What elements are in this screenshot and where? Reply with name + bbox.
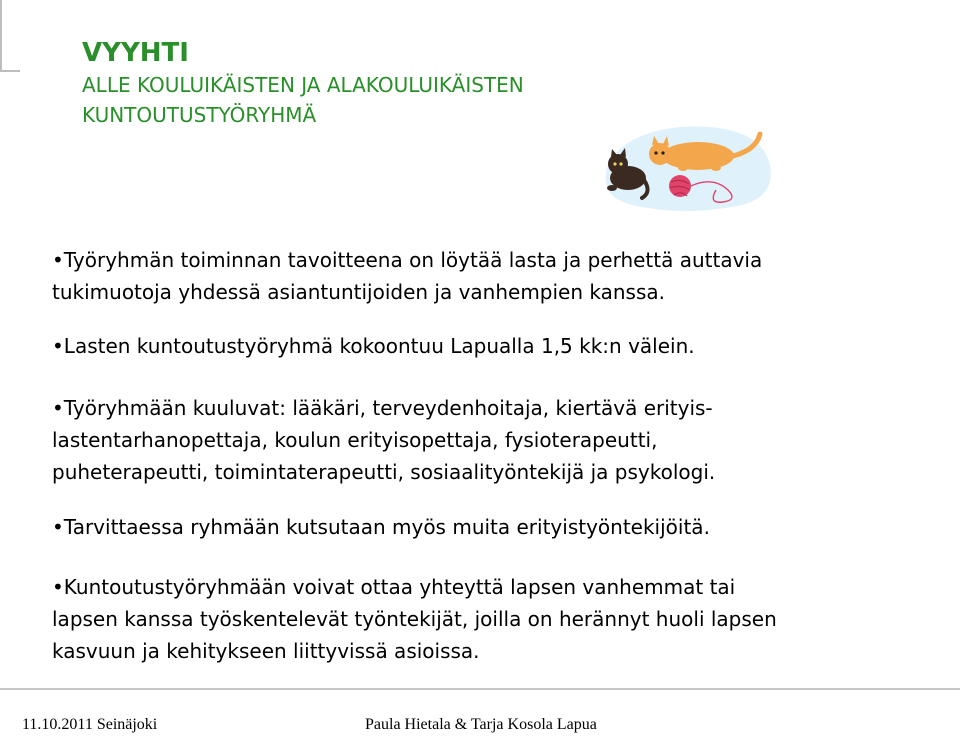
bullet-item <box>52 330 932 362</box>
bullet-item <box>52 511 932 543</box>
slide-title-block <box>82 38 524 128</box>
bullet-line: Lasten kuntoutustyöryhmä kokoontuu Lapualla 1,5 kk:n välein. <box>63 334 695 358</box>
footer-date-place: 11.10.2011 Seinäjoki <box>22 716 158 733</box>
footer-authors: Paula Hietala & Tarja Kosola Lapua <box>365 716 597 733</box>
bullet-line: Työryhmään kuuluvat: lääkäri, terveydenhoitaja, kiertävä erityis- <box>63 396 713 420</box>
bullet-item <box>52 571 932 667</box>
footer-divider <box>0 688 960 690</box>
bullet-line: Tarvittaessa ryhmään kutsutaan myös muita erityistyöntekijöitä. <box>63 515 710 539</box>
corner-decoration-vertical <box>0 0 2 70</box>
slide-title: VYYHTI <box>82 38 189 68</box>
bullet-item <box>52 244 932 308</box>
cats-playing-illustration <box>588 120 778 215</box>
bullet-item <box>52 392 932 488</box>
slide-subtitle-line-1: ALLE KOULUIKÄISTEN JA ALAKOULUIKÄISTEN <box>82 73 524 97</box>
bullet-line: tukimuotoja yhdessä asiantuntijoiden ja vanhempien kanssa. <box>52 280 666 304</box>
bullet-line: Työryhmän toiminnan tavoitteena on löytää lasta ja perhettä auttavia <box>63 248 763 272</box>
bullet-line: kasvuun ja kehitykseen liittyvissä asioissa. <box>52 639 480 663</box>
bullet-list <box>52 244 932 667</box>
bullet-line: puheterapeutti, toimintaterapeutti, sosiaalityöntekijä ja psykologi. <box>52 460 716 484</box>
bullet-line: lastentarhanopettaja, koulun erityisopettaja, fysioterapeutti, <box>52 428 658 452</box>
corner-decoration-horizontal <box>0 70 20 72</box>
slide-subtitle-line-2: KUNTOUTUSTYÖRYHMÄ <box>82 103 317 127</box>
bullet-line: Kuntoutustyöryhmään voivat ottaa yhteyttä lapsen vanhemmat tai <box>63 575 736 599</box>
bullet-line: lapsen kanssa työskentelevät työntekijät, joilla on herännyt huoli lapsen <box>52 607 777 631</box>
